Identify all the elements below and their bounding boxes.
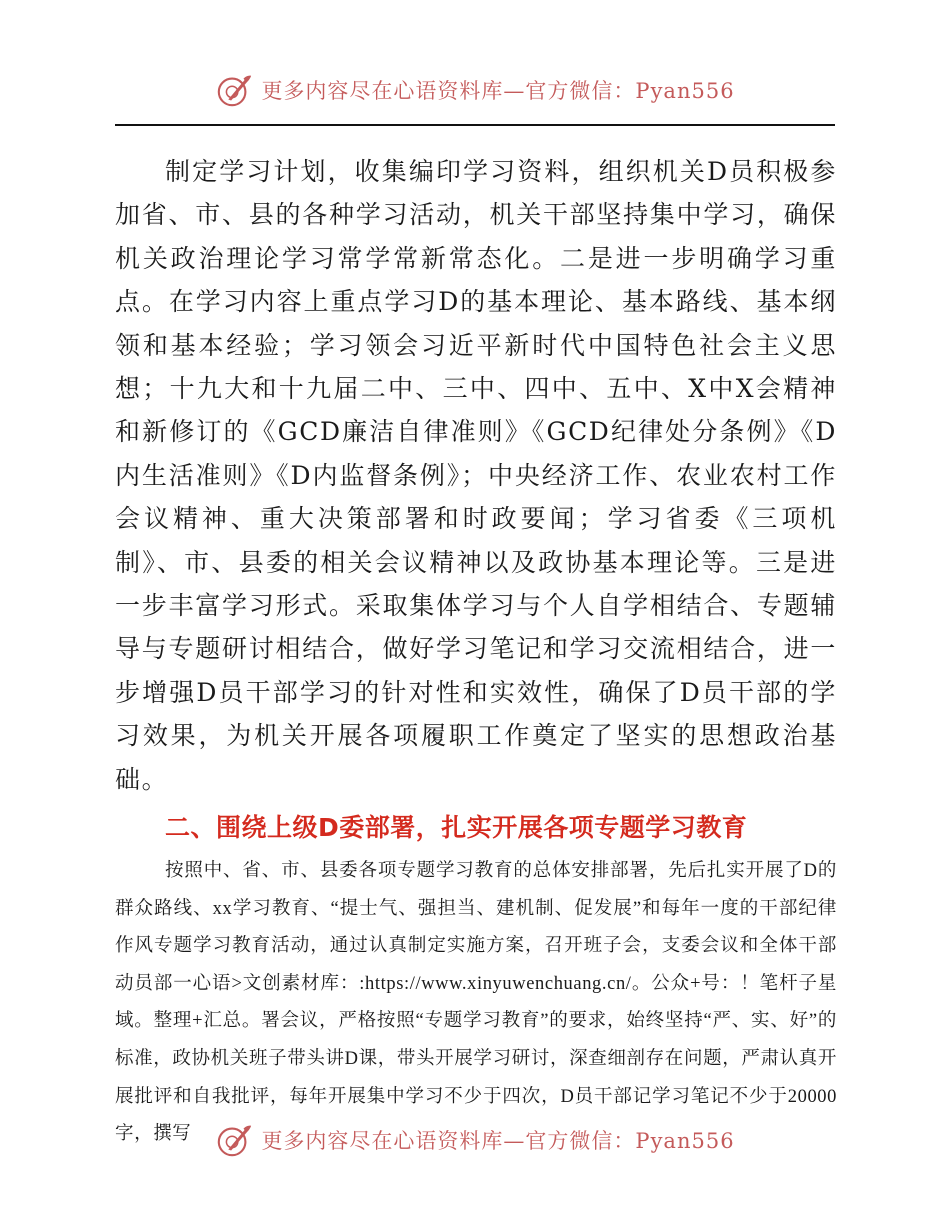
section-heading-2: 二、围绕上级D委部署，扎实开展各项专题学习教育 [165, 813, 748, 843]
footer-brand-text: 更多内容尽在心语资料库—官方微信：Pyan556 [261, 1129, 735, 1153]
quill-logo-icon [215, 71, 253, 109]
header-divider [115, 124, 835, 126]
header-brand-text: 更多内容尽在心语资料库—官方微信：Pyan556 [261, 79, 735, 103]
body-paragraph-2: 按照中、省、市、县委各项专题学习教育的总体安排部署，先后扎实开展了D的群众路线、xx学习教育、“提士气、强担当、建机制、促发展”和每年一度的干部纪律作风专题学习教育活动，通过认真制定实施方案，召开班子会，支委会议和全体干部动员部一心语>文创素材库：:https://www.xinyuwenchuang.cn/。公众+号：！笔杆子星域。整理+汇总。署会议，严格按照“专题学习教育”的要求，始终坚持“严、实、好”的标准，政协机关班子带头讲D课，带头开展学习研讨，深查细剖存在问题，严肃认真开展批评和自我批评，每年开展集中学习不少于四次，D员干部记学习笔记不少于20000字，撰写 [115, 861, 837, 1145]
header-watermark [0, 70, 950, 110]
body-paragraph-1: 制定学习计划，收集编印学习资料，组织机关D员积极参加省、市、县的各种学习活动，机关干部坚持集中学习，确保机关政治理论学习常学常新常态化。二是进一步明确学习重点。在学习内容上重点学习D的基本理论、基本路线、基本纲领和基本经验；学习领会习近平新时代中国特色社会主义思想；十九大和十九届二中、三中、四中、五中、X中X会精神和新修订的《GCD廉洁自律准则》《GCD纪律处分条例》《D内生活准则》《D内监督条例》；中央经济工作、农业农村工作会议精神、重大决策部署和时政要闻；学习省委《三项机制》、市、县委的相关会议精神以及政协基本理论等。三是进一步丰富学习形式。采取集体学习与个人自学相结合、专题辅导与专题研讨相结合，做好学习笔记和学习交流相结合，进一步增强D员干部学习的针对性和实效性，确保了D员干部的学习效果，为机关开展各项履职工作奠定了坚实的思想政治基础。 [115, 157, 837, 794]
quill-logo-icon [215, 1121, 253, 1159]
document-body [115, 150, 837, 1154]
footer-watermark [0, 1120, 950, 1160]
